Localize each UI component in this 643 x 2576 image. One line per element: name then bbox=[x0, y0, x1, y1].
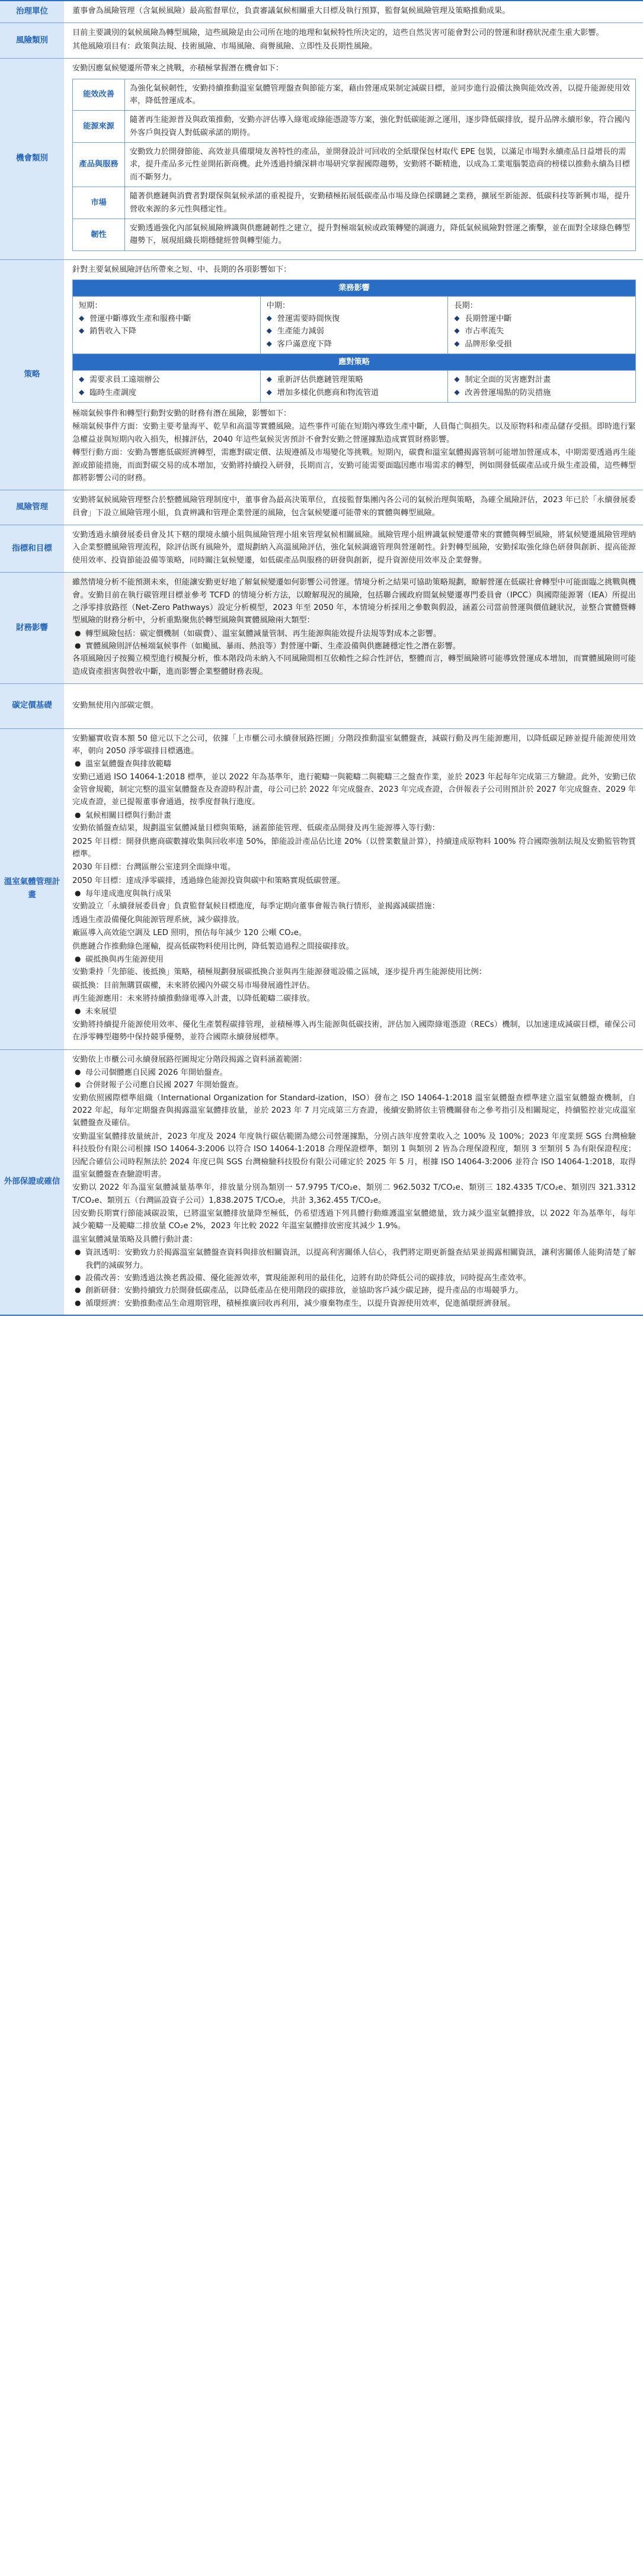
impact-short bbox=[73, 297, 261, 354]
impact-item: ◆ 生產能力減弱 bbox=[267, 325, 442, 338]
opportunity-value: 安勤致力於開發節能、高效並具備環境友善特性的產品，並開發設計可回收的全紙環保包材取代 EPE 包裝，以滿足市場對永續產品日益增長的需求，提升產品多元性並開拓新商機。此外透過持續深耕市場研究掌握國際趨勢，安勤將不斷精進，以成為工業電腦製造商的榜樣以推動永續為目標而不斷努力。 bbox=[125, 143, 636, 187]
external-bullet: ● 母公司個體應自民國 2026 年開始盤查。 bbox=[72, 1067, 636, 1079]
strategy-header: 應對策略 bbox=[73, 354, 636, 370]
external-action: ● 創新研發：安勤持續致力於開發低碳產品，以降低產品在使用階段的碳排放，並協助客戶減少碳足跡，提升產品的市場競爭力。 bbox=[72, 1284, 636, 1297]
metrics-text: 安勤透過永續發展委員會及其下轄的環境永續小組與風險管理小組來管理氣候相關風險。風險管理小組辨識氣候變遷帶來的實體與轉型風險，將氣候變遷風險管理納入企業整體風險管理流程，除評估既有風險外，還規劃納入高溫風險評估，強化氣候調適管理與營運韌性。針對轉型風險，安勤採取強化綠色研發與創新、提高能源使用效率、投資節能設備等策略，同時關注氣候變遷，如低碳產品與服務的研發與創新，提升資源使用效率及企業聲譽。 bbox=[72, 531, 636, 565]
strategy-item: ◆ 改善營運場點的防災措施 bbox=[454, 387, 629, 399]
row-ghg-plan bbox=[0, 729, 643, 1050]
row-content-ghg-plan bbox=[64, 729, 643, 1049]
impact-item: ◆ 長期營運中斷 bbox=[454, 313, 629, 325]
ghg-section-text: 安勤依循盤查結果，規劃溫室氣體減量目標與策略，涵蓋節能管理、低碳產品開發及再生能源導入等行動： bbox=[72, 824, 440, 833]
external-bullet: ● 合併財報子公司應自民國 2027 年開始盤查。 bbox=[72, 1079, 636, 1091]
opportunity-item bbox=[73, 187, 636, 219]
strategy-item: ◆ 臨時生產調度 bbox=[79, 387, 254, 399]
ghg-section-title: ● 未來展望 bbox=[72, 1006, 636, 1018]
row-carbon-pricing bbox=[0, 684, 643, 728]
impact-item: ◆ 營運中斷導致生產和服務中斷 bbox=[79, 313, 254, 325]
row-content-risk-type bbox=[64, 23, 643, 58]
ghg-action: 再生能源應用：未來將持續推動綠電導入計畫，以降低範疇二碳排放。 bbox=[72, 994, 315, 1003]
opportunity-value: 為強化氣候韌性，安勤持續推動溫室氣體管理盤查與節能方案，藉由營運成果制定減碳目標，並同步進行設備汰換與能效改善，以提升能源使用效率，降低營運成本。 bbox=[125, 79, 636, 111]
row-external-assurance bbox=[0, 1050, 643, 1315]
row-label-strategy: 策略 bbox=[0, 260, 64, 490]
opportunity-value: 隨著再生能源普及與政策推動，安勤亦評估導入綠電或綠能憑證等方案，強化對低碳能源之運用，逐步降低碳排放，提升品牌永續形象，符合國內外客戶與投資人對低碳承諾的期待。 bbox=[125, 111, 636, 143]
impact-mid bbox=[260, 297, 448, 354]
strategy-para: 極端氣候事件和轉型行動對安勤的財務有潛在風險，影響如下： bbox=[72, 409, 292, 418]
external-para: 因安勤長期實行節能減碳設策，已將溫室氣體排放量降至極低，仍希望透過下列具體行動維護溫室氣體總量，致力減少溫室氣體排放，以 2022 年為基準年，每年減少範疇一及範疇二排放量 CO₂e 2%，2023 年比較 2022 年溫室氣體排放密度其減少 1.9%。 bbox=[72, 1209, 636, 1231]
opportunity-intro: 安勤因應氣候變遷所帶來之挑戰，亦積極掌握潛在機會如下： bbox=[72, 64, 284, 73]
ghg-goal: 2025 年目標：開發供應商碳數據收集與回收率達 50%，節能設計產品佔比達 20%（以營業數量計算），持續達成原物料 100% 符合國際強制法規及安勤監管物質標準。 bbox=[72, 837, 636, 859]
ghg-action: 碳抵換：目前無購買碳權，未來將依國內外碳交易市場發展適性評估。 bbox=[72, 981, 315, 990]
opportunity-table bbox=[72, 79, 636, 251]
row-risk-management bbox=[0, 490, 643, 525]
impact-item: ◆ 營運需要時間恢復 bbox=[267, 313, 442, 325]
impact-long bbox=[448, 297, 636, 354]
external-para: 安勤以 2022 年為溫室氣體減量基準年，排放量分別為類別一 57.9795 T/CO₂e、類別二 962.5032 T/CO₂e、類別三 182.4335 T/CO₂e、類別四 321.3312 T/CO₂e、類別五（台灣區設資子公司）1,838.2075 T/CO₂e，共計 3,362.455 T/CO₂e。 bbox=[72, 1183, 636, 1205]
finance-bullet: ● 實體風險則評估極端氣候事件（如颱風、暴雨、熱浪等）對營運中斷、生產設備與供應鏈穩定性之潛在影響。 bbox=[72, 640, 636, 653]
impact-item: ◆ 銷售收入下降 bbox=[79, 325, 254, 338]
strategy-grid bbox=[72, 280, 636, 403]
row-finance bbox=[0, 573, 643, 684]
strategy-para: 極端氣候事件方面：安勤主要考量海平、乾旱和高溫等實體風險。這些事件可能在短期內導致生產中斷，人員傷亡與損失。以及原物料和產品儲存受損。即時進行緊急權益並與短期內收入損失，根據評估，2040 年這些氣候災害預計不會對安勤之營運據點造成實質財務影響。 bbox=[72, 422, 636, 444]
row-opportunity bbox=[0, 59, 643, 260]
impact-title: 短期： bbox=[79, 301, 103, 311]
ghg-section-title: ● 每年達成進度與執行成果 bbox=[72, 888, 636, 900]
impact-header: 業務影響 bbox=[73, 280, 636, 297]
ghg-section-text: 安勤已通過 ISO 14064-1:2018 標準，並以 2022 年為基準年，進行範疇一與範疇二與範疇三之盤查作業，並於 2023 年起每年完成第三方驗證。此外，安勤已依金管會規範，制定完整的溫室氣體盤查及查證時程計畫，母公司已於 2022 年完成盤查、2023 年完成查證，合併報表子公司則預計於 2027 年完成盤查、2029 年完成查證，並已提報董事會通過，按季度督執行進度。 bbox=[72, 772, 636, 807]
ghg-section-text: 安勤將持續提升能源使用效率、優化生產製程碳排管理，並積極導入再生能源與低碳技術，評估加入國際綠電憑證（RECs）機制，以加速達成減碳目標，確保公司在淨零轉型趨勢中保持競爭優勢，並符合國際永續發展標準。 bbox=[72, 1020, 636, 1042]
ghg-section-title: ● 碳抵換與再生能源使用 bbox=[72, 953, 636, 966]
ghg-action: 廠區導入高效能空調及 LED 照明，預估每年減少 120 公噸 CO₂e。 bbox=[72, 929, 307, 938]
row-content-risk-management bbox=[64, 490, 643, 525]
ghg-goal: 2030 年目標：台灣區辦公室達到全面綠申電。 bbox=[72, 863, 236, 872]
row-metrics bbox=[0, 525, 643, 573]
row-label-governance: 治理單位 bbox=[0, 1, 64, 23]
impact-item: ◆ 客戶滿意度下降 bbox=[267, 338, 442, 351]
opportunity-item bbox=[73, 111, 636, 143]
finance-para: 雖然情境分析不能預測未來，但能讓安勤更好地了解氣候變遷如何影響公司營運。情境分析之結果可協助策略規劃，瞭解營運在低碳社會轉型中可能面臨之挑戰與機會。安勤目前在執行碳管理目標並參考 TCFD 的情境分析方法，以瞭解現況的風險，包括聯合國政府間氣候變遷專門委員會（IPCC）與國際能源署（IEA）所提出之淨零排放路徑（Net-Zero Pathways）設定分析模型，2023 年至 2050 年，本情境分析採用之參數與假設，涵蓋公司當前營運與價值鏈狀況，並整合實體暨轉型風險的財務分析中，分析重點聚焦於轉型風險與實體風險兩大類型： bbox=[72, 578, 636, 625]
row-content-strategy bbox=[64, 260, 643, 490]
impact-title: 長期： bbox=[454, 301, 478, 311]
row-risk-type bbox=[0, 23, 643, 59]
external-action: ● 設備改善：安勤透過汰換老舊設備、優化能源效率，實現能源利用的最佳化，這將有助於降低公司的碳排放，同時提高生產效率。 bbox=[72, 1272, 636, 1284]
strategy-intro: 針對主要氣候風險評估所帶來之短、中、長期的各項影響如下： bbox=[72, 265, 292, 274]
strategy-item: ◆ 需要求員工遠端辦公 bbox=[79, 374, 254, 386]
ghg-section-title: ● 溫室氣體盤查與排放範疇 bbox=[72, 758, 636, 770]
row-content-metrics bbox=[64, 525, 643, 572]
strategy-long bbox=[448, 371, 636, 403]
strategy-item: ◆ 制定全面的災害應對計畫 bbox=[454, 374, 629, 386]
opportunity-item bbox=[73, 79, 636, 111]
opportunity-key: 能效改善 bbox=[73, 79, 125, 111]
external-action: ● 資訊透明：安勤致力於揭露溫室氣體盤查資料與排放相關資訊，以提高利害關係人信心，我們將定期更新盤查結果並揭露相關資訊，讓利害關係人能夠清楚了解我們的減碳努力。 bbox=[72, 1247, 636, 1272]
row-content-external-assurance bbox=[64, 1050, 643, 1315]
external-p1: 安勤依上市櫃公司永續發展路徑圖規定分階段揭露之資料涵蓋範圍： bbox=[72, 1055, 307, 1064]
risk-management-text: 安勤將氣候風險管理整合於整體風險管理制度中，董事會為最高決策單位，直接監督集團內各公司的氣候治理與策略，為確全風險評估，2023 年已於「永續發展委員會」下設立風險管理小組，負責辨識和管理企業營運的風險，包含氣候變遷可能帶來的實體與轉型風險。 bbox=[72, 496, 636, 518]
finance-closing: 各項風險因子按獨立模型進行模擬分析，惟本階段尚未納入不同風險間相互依賴性之綜合性評估，整體而言，轉型風險將可能導致營運成本增加，而實體風險則可能造成資產損害與營收中斷，進而影響企業整體財務表現。 bbox=[72, 654, 636, 676]
ghg-action: 供應鏈合作推動綠色運輸，提高低碳物料使用比例，降低製造過程之間接碳排放。 bbox=[72, 942, 354, 951]
ghg-p1: 安勤屬實收資本額 50 億元以下之公司，依據「上市櫃公司永續發展路徑圖」分階段推動溫室氣體盤查，減碳行動及再生能源應用，以降低碳足跡並提升能源使用效率，朝向 2050 淨零碳排目標邁進。 bbox=[72, 734, 636, 756]
row-label-ghg-plan: 溫室氣體管理計畫 bbox=[0, 729, 64, 1049]
ghg-action: 透過生產設備優化與能源管理系統，減少碳排放。 bbox=[72, 915, 245, 924]
impact-title: 中期： bbox=[266, 301, 290, 311]
carbon-pricing-text: 安勤無使用內部碳定價。 bbox=[72, 701, 159, 711]
external-para: 安勤依照國際標準組織（International Organization for Standard-ization，ISO）發布之 ISO 14064-1:2018 溫室氣體盤查標準建立溫室氣體盤查機制，自 2022 年起，每年定期盤查與揭露溫室氣體排放量，並於 2023 年 7 月完成第三方查證，後續安勤將依主管機關發布之參考指引及相關規定，持續監控並完成溫室氣體盤查及確信。 bbox=[72, 1093, 636, 1128]
risk-type-line: 目前主要識別的氣候風險為轉型風險，這些風險是由公司所在地的地理和氣候特性所決定的，這些自然災害可能會對公司的營運和財務狀況產生重大影響。 bbox=[72, 28, 604, 38]
row-label-opportunity: 機會類別 bbox=[0, 59, 64, 259]
row-content-opportunity bbox=[64, 59, 643, 259]
risk-type-line: 其他風險項目有：政策與法規、技術風險、市場風險、商譽風險、立即性及長期性風險。 bbox=[72, 41, 378, 51]
external-para: 溫室氣體減量策略及具體行動計畫： bbox=[72, 1235, 197, 1244]
strategy-item: ◆ 重新評估供應鏈管理策略 bbox=[267, 374, 442, 386]
strategy-para: 轉型行動方面：安勤為響應低碳經濟轉型，需應對碳定價、法規遵循及市場變化等挑戰。短期內，碳費和溫室氣體揭露管制可能增加營運成本，中期需要透過再生能源或節能措施，而面對碳交易的成本增加，安勤將持續投入研發，長期而言，安勤可能需要面臨因應市場需求的轉型，例如開發低碳產品或升級生產設備，這些轉型都將影響公司的財務。 bbox=[72, 448, 636, 483]
strategy-short bbox=[73, 371, 261, 403]
row-strategy bbox=[0, 260, 643, 491]
row-content-carbon-pricing bbox=[64, 684, 643, 728]
row-label-risk-type: 風險類別 bbox=[0, 23, 64, 58]
row-label-risk-management: 風險管理 bbox=[0, 490, 64, 525]
external-para: 安勤溫室氣體排放量統計，2023 年度及 2024 年度執行碳估範圍為總公司營運據點，分別占該年度營業收入之 100% 及 100%；2023 年度業經 SGS 台灣檢驗科技股份有限公司根據 ISO 14064-3:2006 以符合 ISO 14064-1:2018 合理保證標準，類別 1 與類別 2 皆為合理保證程度，類別 3 至類別 5 為有限保證程度；因配合確信公司時程無法於 2024 年度已與 SGS 台灣檢驗科技股份有限公司確定於 2025 年 5 月，根據 ISO 14064-3:2006 並符合 ISO 14064-1:2018，取得溫室氣體盤查查驗證明書。 bbox=[72, 1132, 636, 1179]
opportunity-value: 隨著供應鏈與消費者對環保與氣候承諾的重視提升，安勤積極拓展低碳產品市場及綠色採購鏈之業務，擴展至新能源、低碳科技等新興市場，提升營收來源的多元性與穩定性。 bbox=[125, 187, 636, 219]
row-label-carbon-pricing: 碳定價基礎 bbox=[0, 684, 64, 728]
ghg-section-text: 安勤秉持「先節能、後抵換」策略，積極規劃發展碳抵換合並與再生能源發電設備之區域，逐步提升再生能源使用比例： bbox=[72, 968, 487, 977]
row-label-external-assurance: 外部保證或確信 bbox=[0, 1050, 64, 1315]
opportunity-key: 市場 bbox=[73, 187, 125, 219]
external-action: ● 循環經濟：安勤推動產品生命週期管理，積極推廣回收再利用，減少廢棄物產生，以提升資源使用效率，促進循環經濟發展。 bbox=[72, 1297, 636, 1310]
strategy-mid bbox=[260, 371, 448, 403]
impact-item: ◆ 品牌形象受損 bbox=[454, 338, 629, 351]
row-label-metrics: 指標和目標 bbox=[0, 525, 64, 572]
row-content-governance bbox=[64, 1, 643, 23]
row-content-finance bbox=[64, 573, 643, 683]
opportunity-value: 安勤透過強化內部氣候風險辨識與供應鏈韌性之建立，提升對極端氣候或政策轉變的調適力，降低氣候風險對營運之衝擊，並在面對全球綠色轉型趨勢下，展現組織長期穩健經營與轉型能力。 bbox=[125, 219, 636, 250]
opportunity-key: 產品與服務 bbox=[73, 143, 125, 187]
strategy-item: ◆ 增加多樣化供應商和物流管道 bbox=[267, 387, 442, 399]
opportunity-item bbox=[73, 219, 636, 250]
governance-text: 董事會為風險管理（含氣候風險）最高監督單位，負責審議氣候相關重大目標及執行預算，監督氣候風險管理及策略推動成果。 bbox=[72, 7, 510, 15]
ghg-section-text: 安勤設立「永續發展委員會」負責監督氣候目標進度，每季定期向董事會報告執行情形，並揭露減碳措施： bbox=[72, 902, 440, 911]
opportunity-key: 韌性 bbox=[73, 219, 125, 250]
ghg-goal: 2050 年目標：達成淨零碳排，透過綠色能源投資與碳中和策略實現低碳營運。 bbox=[72, 876, 345, 885]
row-label-finance: 財務影響 bbox=[0, 573, 64, 683]
ghg-section-title: ● 氣候相關目標與行動計畫 bbox=[72, 810, 636, 822]
finance-bullet: ● 轉型風險包括：碳定價機制（如碳費）、溫室氣體減量管制、再生能源與能效提升法規等對成本之影響。 bbox=[72, 628, 636, 640]
opportunity-item bbox=[73, 143, 636, 187]
opportunity-key: 能源來源 bbox=[73, 111, 125, 143]
impact-item: ◆ 市占率流失 bbox=[454, 325, 629, 338]
row-governance bbox=[0, 1, 643, 23]
